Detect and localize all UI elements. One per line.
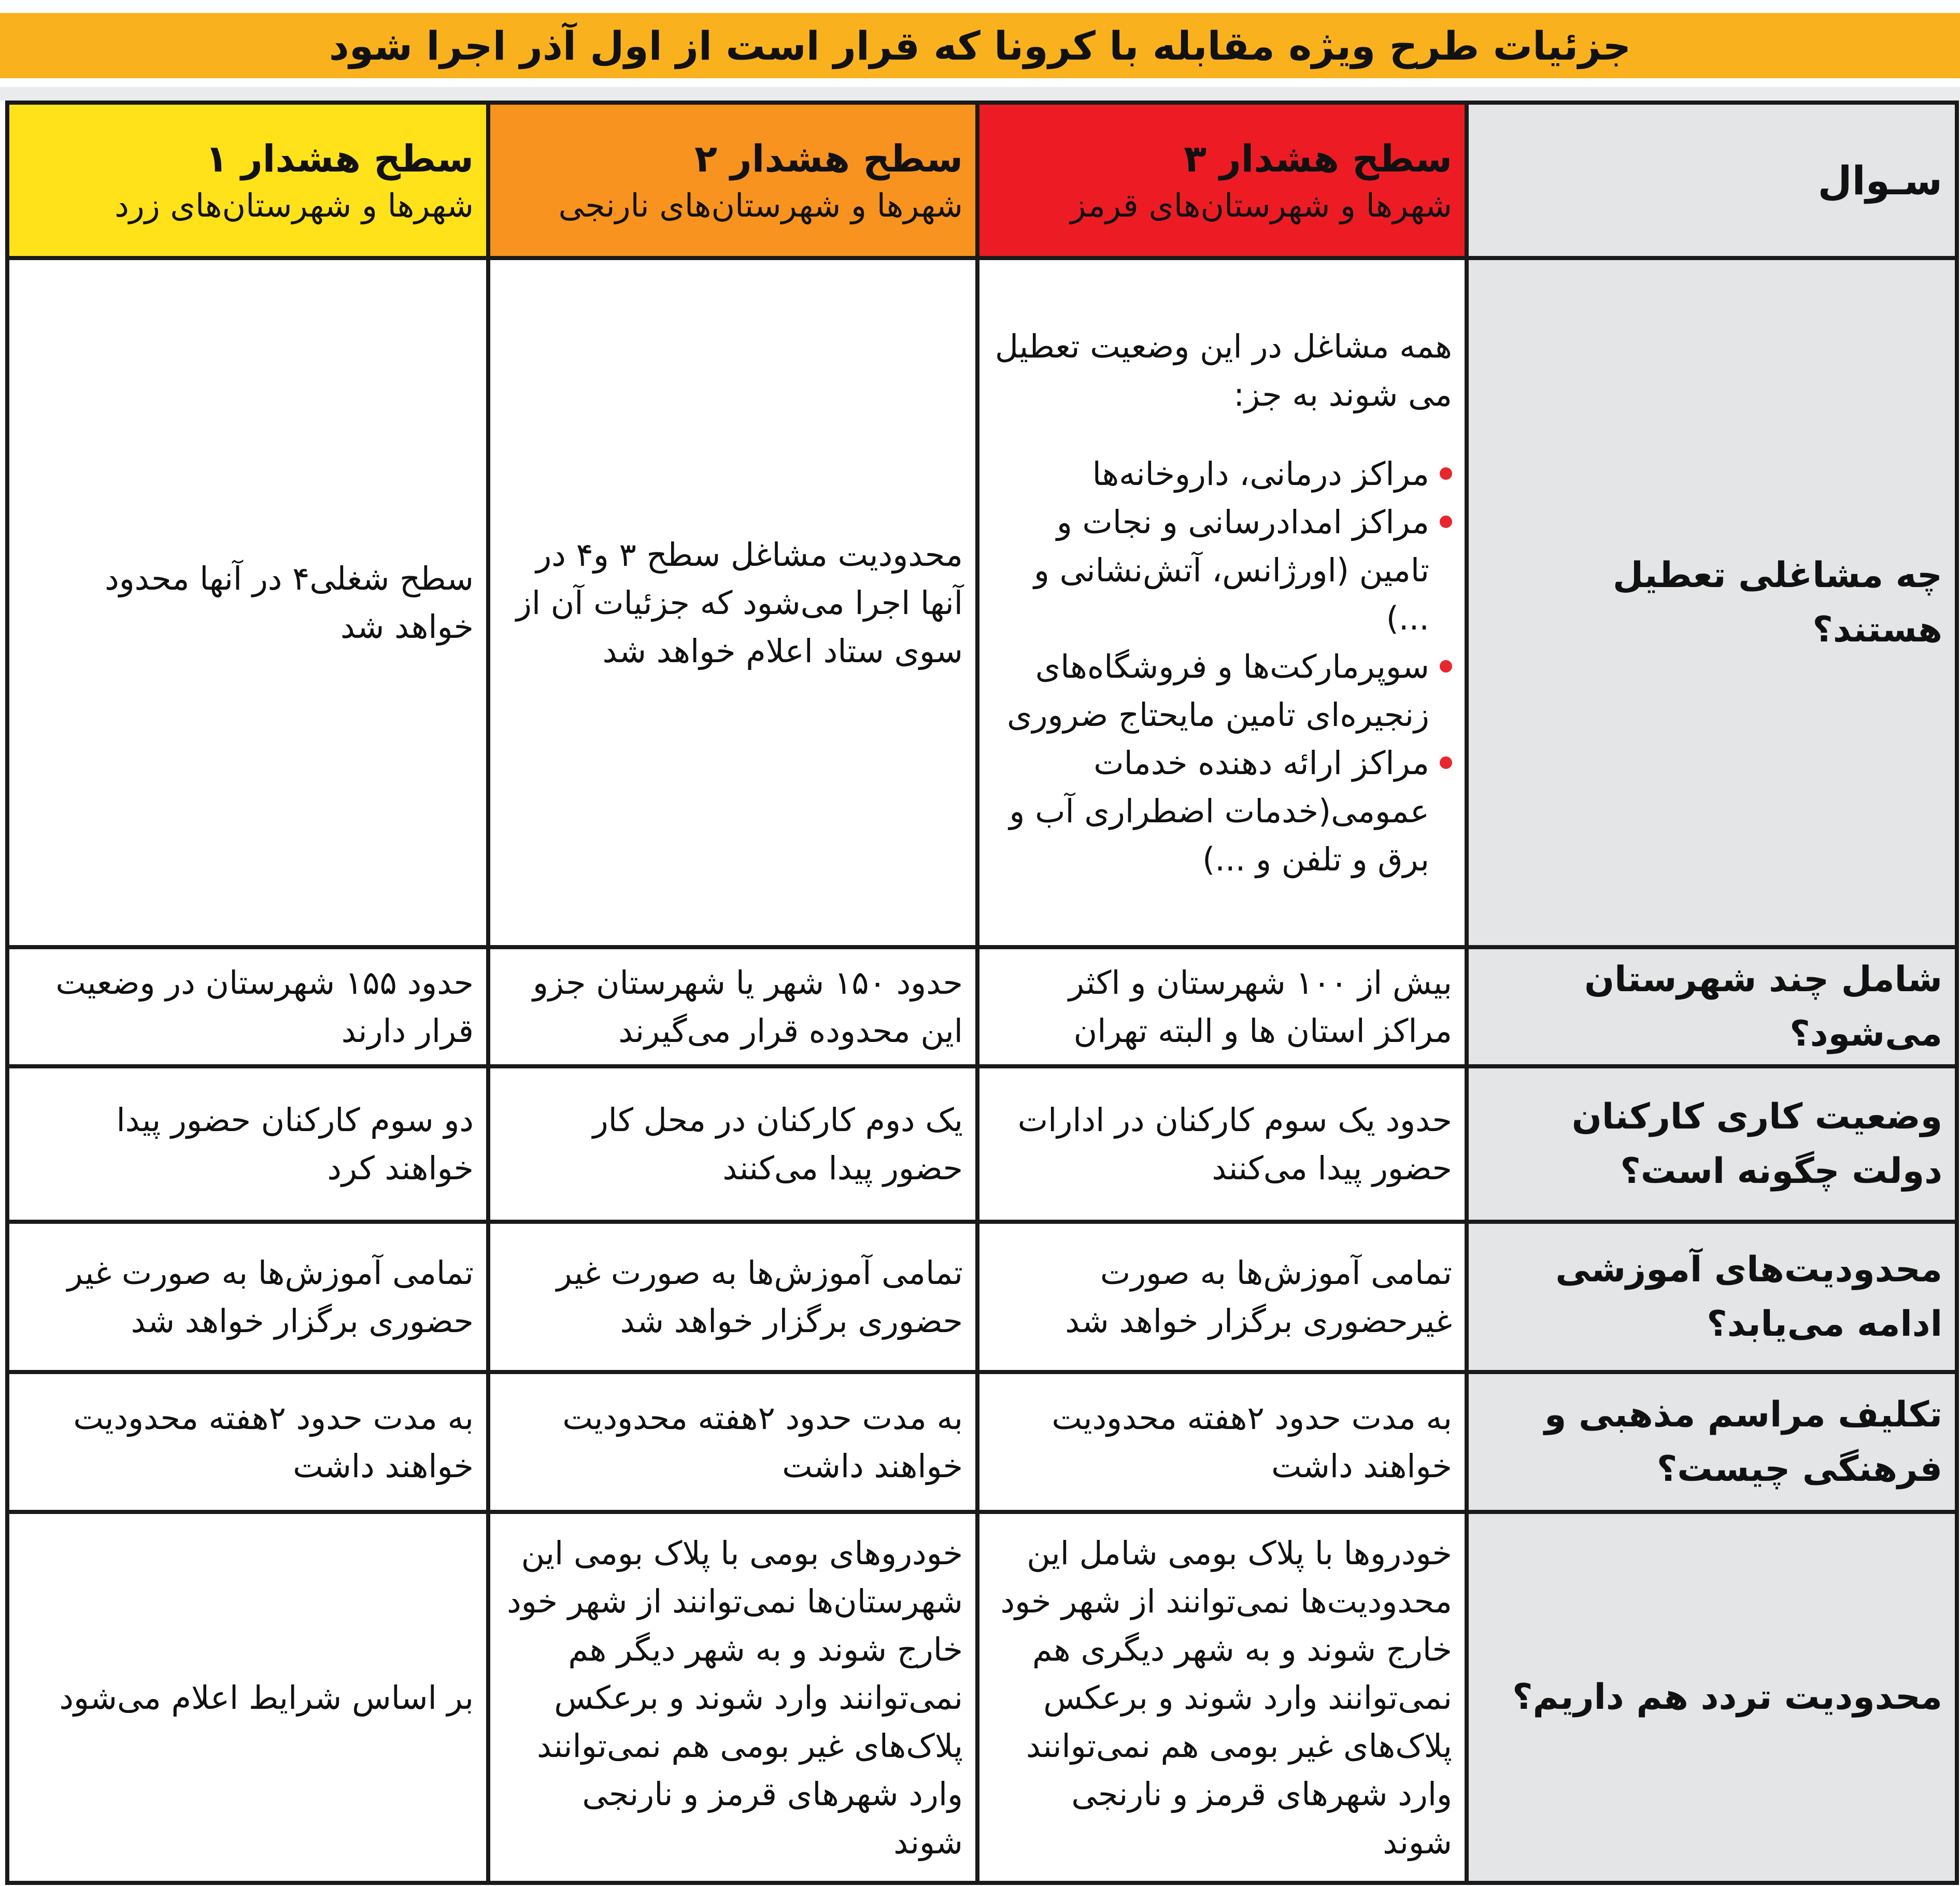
table-row [7, 1512, 1957, 1883]
level-3-cell: به مدت حدود ۲هفته محدودیت خواهند داشت [977, 1372, 1467, 1512]
header-question: سـوال [1467, 103, 1957, 258]
level-3-cell: بیش از ۱۰۰ شهرستان و اکثر مراکز استان ها و البته تهران [977, 947, 1467, 1066]
question-cell: محدودیت تردد هم داریم؟ [1467, 1512, 1957, 1883]
level-3-intro: همه مشاغل در این وضعیت تعطیل می شوند به جز: [995, 327, 1452, 413]
page-title: جزئیات طرح ویژه مقابله با کرونا که قرار است از اول آذر اجرا شود [329, 22, 1631, 69]
question-cell: شامل چند شهرستان می‌شود؟ [1467, 947, 1957, 1066]
list-item [992, 498, 1452, 642]
bullet-dot-icon [1440, 516, 1452, 528]
level-1-cell: بر اساس شرایط اعلام می‌شود [7, 1512, 488, 1883]
comparison-table [5, 101, 1959, 1885]
question-cell: تکلیف مراسم مذهبی و فرهنگی چیست؟ [1467, 1372, 1957, 1512]
level-1-title: سطح هشدار ۱ [205, 136, 474, 180]
level-2-cell: محدودیت مشاغل سطح ۳ و۴ در آنها اجرا می‌شود که جزئیات آن از سوی ستاد اعلام خواهد شد [488, 258, 977, 947]
title-banner [0, 13, 1960, 78]
level-1-cell: به مدت حدود ۲هفته محدودیت خواهند داشت [7, 1372, 488, 1512]
bullet-dot-icon [1440, 660, 1452, 673]
level-1-cell: تمامی آموزش‌ها به صورت غیر حضوری برگزار خواهد شد [7, 1222, 488, 1372]
level-3-subtitle: شهرها و شهرستان‌های قرمز [1070, 186, 1452, 224]
level-2-subtitle: شهرها و شهرستان‌های نارنجی [558, 186, 963, 224]
level-2-title: سطح هشدار ۲ [694, 136, 963, 180]
level-1-cell: حدود ۱۵۵ شهرستان در وضعیت قرار دارند [7, 947, 488, 1066]
level-1-cell: سطح شغلی۴ در آنها محدود خواهد شد [7, 258, 488, 947]
list-item [992, 739, 1452, 883]
question-cell: وضعیت کاری کارکنان دولت چگونه است؟ [1467, 1066, 1957, 1222]
level-1-subtitle: شهرها و شهرستان‌های زرد [115, 186, 474, 224]
bullet-dot-icon [1440, 756, 1452, 769]
list-item-text: مراکز درمانی، داروخانه‌ها [1092, 454, 1429, 493]
list-item-text: مراکز امدادرسانی و نجات و تامین (اورژانس، آتش‌نشانی و ...) [1033, 503, 1429, 637]
table-row [7, 1066, 1957, 1222]
level-3-cell: خودروها با پلاک بومی شامل این محدودیت‌ها نمی‌توانند از شهر خود خارج شوند و به شهر دیگری هم نمی‌توانند وارد شوند و برعکس پلاک‌های غیر بومی هم نمی‌توانند وارد شهرهای قرمز و نارنجی شوند [977, 1512, 1467, 1883]
level-2-cell: به مدت حدود ۲هفته محدودیت خواهند داشت [488, 1372, 977, 1512]
level-2-cell: تمامی آموزش‌ها به صورت غیر حضوری برگزار خواهد شد [488, 1222, 977, 1372]
list-item-text: مراکز ارائه دهنده خدمات عمومی(خدمات اضطراری آب و برق و تلفن و ...) [1009, 744, 1429, 878]
header-level-3 [977, 103, 1467, 258]
level-3-cell [977, 258, 1467, 947]
list-item [992, 642, 1452, 739]
table-row [7, 258, 1957, 947]
level-3-cell: حدود یک سوم کارکنان در ادارات حضور پیدا می‌کنند [977, 1066, 1467, 1222]
list-item-text: سوپرمارکت‌ها و فروشگاه‌های زنجیره‌ای تامین مایحتاج ضروری [1006, 647, 1429, 734]
table-row [7, 1222, 1957, 1372]
level-3-cell: تمامی آموزش‌ها به صورت غیرحضوری برگزار خواهد شد [977, 1222, 1467, 1372]
exceptions-list [992, 450, 1452, 883]
bullet-dot-icon [1440, 467, 1452, 480]
level-3-title: سطح هشدار ۳ [1184, 136, 1452, 180]
divider-band [0, 87, 1960, 101]
level-2-cell: حدود ۱۵۰ شهر یا شهرستان جزو این محدوده قرار می‌گیرند [488, 947, 977, 1066]
table-row [7, 1372, 1957, 1512]
level-2-cell: خودروهای بومی با پلاک بومی این شهرستان‌ها نمی‌توانند از شهر خود خارج شوند و به شهر دیگر هم نمی‌توانند وارد شوند و برعکس پلاک‌های غیر بومی هم نمی‌توانند وارد شهرهای قرمز و نارنجی شوند [488, 1512, 977, 1883]
question-cell: چه مشاغلی تعطیل هستند؟ [1467, 258, 1957, 947]
level-1-cell: دو سوم کارکنان حضور پیدا خواهند کرد [7, 1066, 488, 1222]
table-row [7, 947, 1957, 1066]
list-item [992, 450, 1452, 498]
header-row [7, 103, 1957, 258]
header-level-2 [488, 103, 977, 258]
question-cell: محدودیت‌های آموزشی ادامه می‌یابد؟ [1467, 1222, 1957, 1372]
level-2-cell: یک دوم کارکنان در محل کار حضور پیدا می‌کنند [488, 1066, 977, 1222]
header-level-1 [7, 103, 488, 258]
